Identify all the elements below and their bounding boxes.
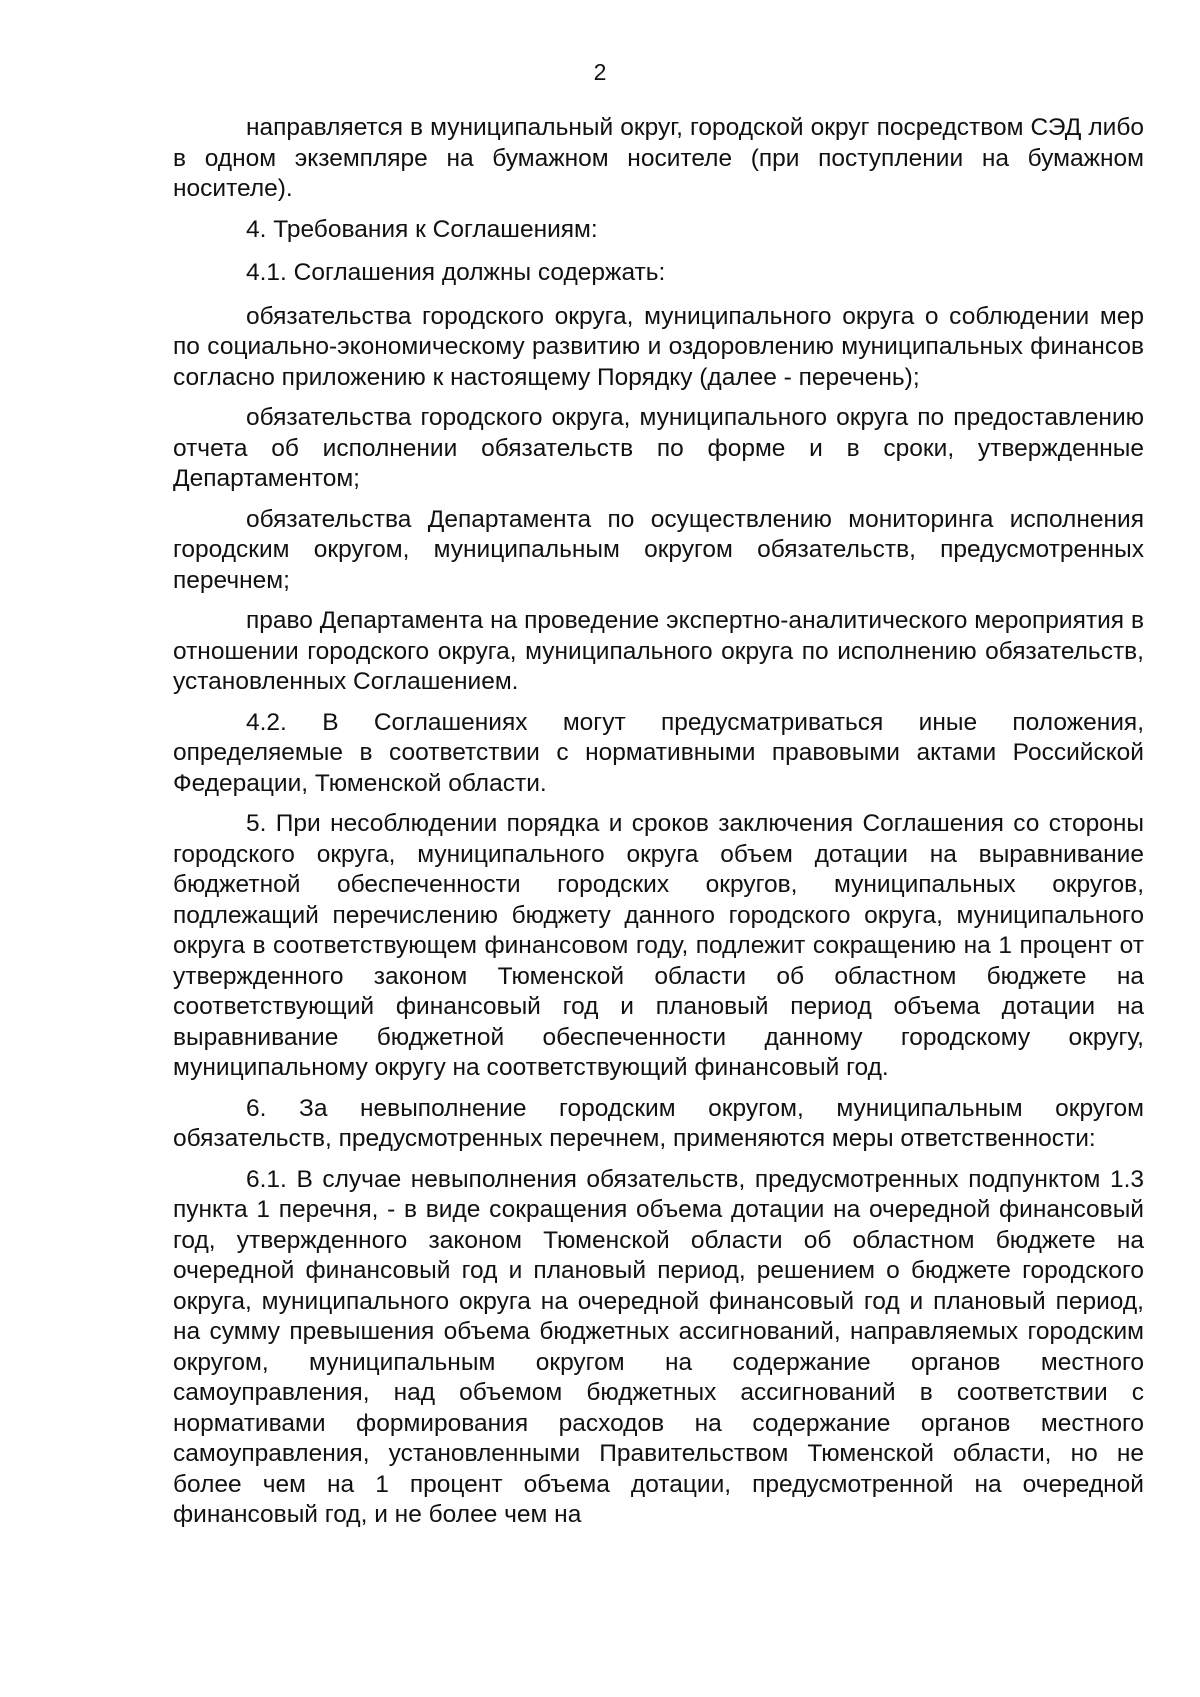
section-5: 5. При несоблюдении порядка и сроков заключения Соглашения со стороны городского округа, муниципального округа объем дотации на выравнивание бюджетной обеспеченности городских округов, муниципальных округов, подлежащий перечислению бюджету данного городского округа, муниципального округа в соответствующем финансовом году, подлежит сокращению на 1 процент от утвержденного законом Тюменской области об областном бюджете на соответствующий финансовый год и плановый период объема дотации на выравнивание бюджетной обеспеченности данному городскому округу, муниципальному округу на соответствующий финансовый год. <box>173 810 1144 1081</box>
right-item: право Департамента на проведение экспертно-аналитического мероприятия в отношении городского округа, муниципального округа по исполнению обязательств, установленных Соглашением. <box>173 607 1144 695</box>
subsection-6-1: 6.1. В случае невыполнения обязательств, предусмотренных подпунктом 1.3 пункта 1 перечня, - в виде сокращения объема дотации на очередной финансовый год, утвержденного законом Тюменской области об областном бюджете на очередной финансовый год и плановый период, решением о бюджете городского округа, муниципального округа на очередной финансовый год и плановый период, на сумму превышения объема бюджетных ассигнований, направляемых городским округом, муниципальным округом на содержание органов местного самоуправления, над объемом бюджетных ассигнований в соответствии с нормативами формирования расходов на содержание органов местного самоуправления, установленными Правительством Тюменской области, но не более чем на 1 процент объема дотации, предусмотренной на очередной финансовый год, и не более чем на <box>173 1165 1144 1528</box>
page-number: 2 <box>593 59 607 85</box>
obligation-item-2: обязательства городского округа, муниципального округа по предоставлению отчета об исполнении обязательств по форме и в сроки, утвержденные Департаментом; <box>173 404 1144 492</box>
obligation-item-1: обязательства городского округа, муниципального округа о соблюдении мер по социально-экономическому развитию и оздоровлению муниципальных финансов согласно приложению к настоящему Порядку (далее - перечень); <box>173 302 1144 391</box>
subsection-4-1: 4.1. Соглашения должны содержать: <box>246 259 666 286</box>
document-body <box>173 113 1144 1541</box>
paragraph-continuation: направляется в муниципальный округ, городской округ посредством СЭД либо в одном экземпляре на бумажном носителе (при поступлении на бумажном носителе). <box>173 114 1144 202</box>
section-heading-4: 4. Требования к Соглашениям: <box>246 215 598 243</box>
section-6: 6. За невыполнение городским округом, муниципальным округом обязательств, предусмотренных перечнем, применяются меры ответственности: <box>173 1094 1144 1152</box>
subsection-4-2: 4.2. В Соглашениях могут предусматриваться иные положения, определяемые в соответствии с нормативными правовыми актами Российской Федерации, Тюменской области. <box>173 708 1144 797</box>
obligation-item-3: обязательства Департамента по осуществлению мониторинга исполнения городским округом, муниципальным округом обязательств, предусмотренных перечнем; <box>173 505 1144 594</box>
